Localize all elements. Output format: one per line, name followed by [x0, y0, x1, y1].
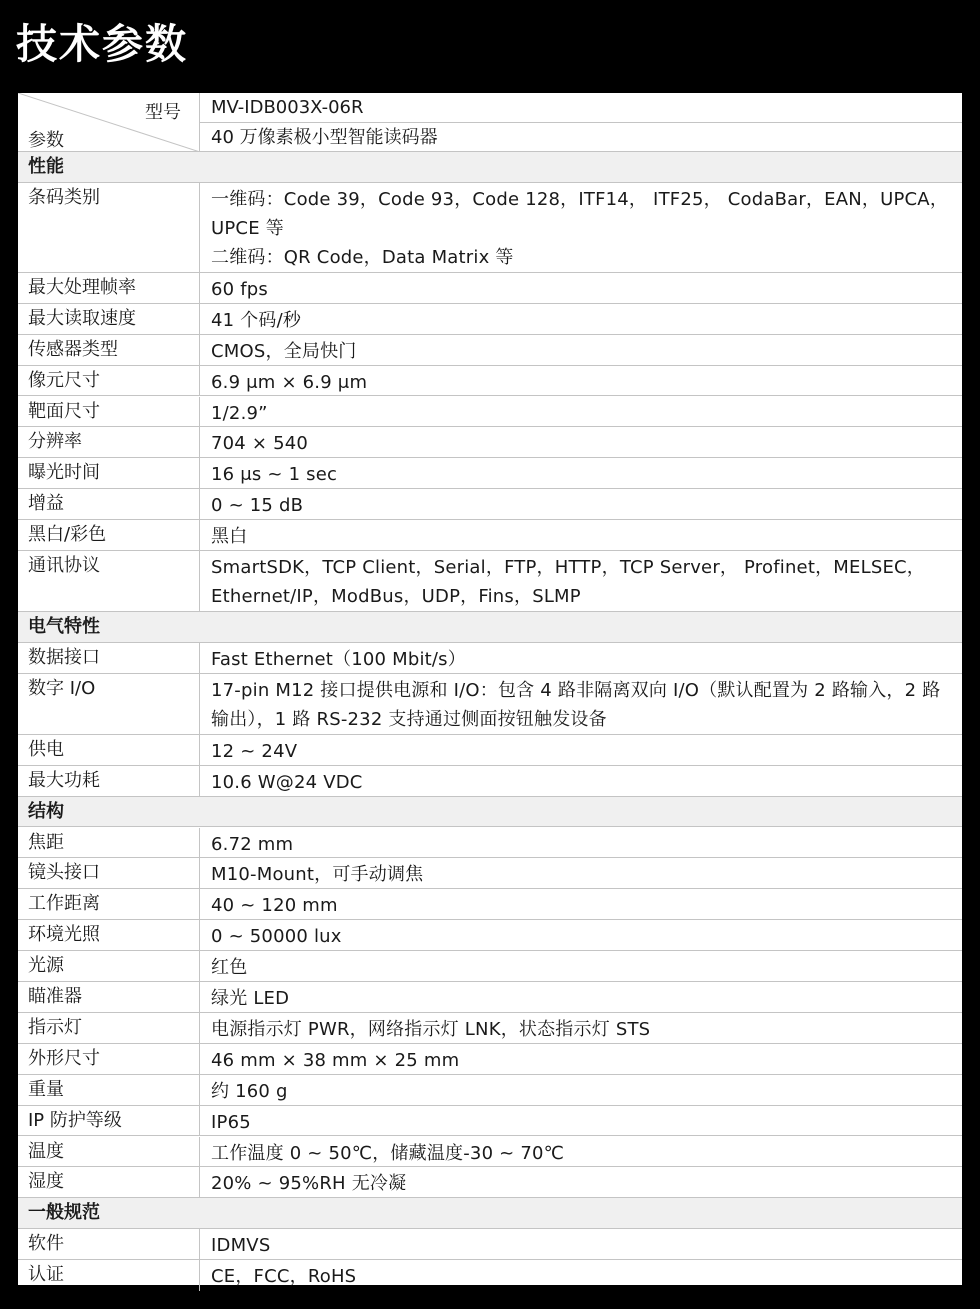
spec-value	[200, 920, 962, 950]
section-title: 性能	[28, 156, 64, 177]
spec-value-line: 60 fps	[211, 278, 268, 300]
spec-key: 曝光时间	[18, 458, 200, 488]
spec-row	[18, 458, 962, 489]
spec-value-line: CE，FCC，RoHS	[211, 1266, 357, 1288]
spec-value	[200, 1137, 962, 1167]
spec-row	[18, 183, 962, 273]
spec-value	[200, 551, 962, 611]
spec-row	[18, 1229, 962, 1260]
spec-table	[18, 93, 962, 1288]
spec-value-line: 16 μs ~ 1 sec	[211, 464, 338, 486]
spec-key: 软件	[18, 1229, 200, 1259]
spec-value-line: 绿光 LED	[211, 988, 290, 1009]
spec-value-line: UPCE 等	[211, 217, 284, 239]
spec-value	[200, 766, 962, 796]
spec-value-line: 10.6 W@24 VDC	[211, 771, 363, 793]
section-title: 结构	[28, 800, 64, 822]
spec-value	[200, 858, 962, 888]
spec-row	[18, 828, 962, 859]
spec-value-line: 黑白	[211, 526, 248, 548]
section-title: 一般规范	[28, 1202, 100, 1224]
section-header	[18, 797, 962, 828]
spec-value	[200, 951, 962, 981]
spec-value-line: 20% ~ 95%RH 无冷凝	[211, 1173, 407, 1195]
spec-key: 湿度	[18, 1167, 200, 1197]
model-label: 型号	[145, 102, 181, 123]
spec-key: 环境光照	[18, 920, 200, 950]
param-label: 参数	[28, 130, 64, 151]
spec-row	[18, 551, 962, 612]
spec-key: IP 防护等级	[18, 1106, 200, 1136]
spec-value	[200, 183, 962, 272]
section-header	[18, 612, 962, 643]
spec-key: 焦距	[18, 828, 200, 858]
spec-row	[18, 489, 962, 520]
section-title: 电气特性	[28, 616, 100, 637]
spec-row	[18, 1167, 962, 1198]
spec-value-line: Ethernet/IP，ModBus，UDP，Fins，SLMP	[211, 586, 581, 607]
spec-key: 传感器类型	[18, 335, 200, 365]
spec-value-line: 17-pin M12 接口提供电源和 I/O：包含 4 路非隔离双向 I/O（默认配置为 2 路输入，2 路	[211, 679, 941, 701]
spec-value-line: Fast Ethernet（100 Mbit/s）	[211, 648, 466, 670]
spec-key: 靶面尺寸	[18, 397, 200, 427]
spec-value-line: M10-Mount，可手动调焦	[211, 864, 424, 886]
spec-key: 光源	[18, 951, 200, 981]
spec-row	[18, 397, 962, 428]
header-corner-cell	[18, 93, 200, 152]
spec-value-line: 输出），1 路 RS-232 支持通过侧面按钮触发设备	[211, 708, 607, 730]
spec-value	[200, 828, 962, 858]
spec-row	[18, 1137, 962, 1168]
spec-value	[200, 397, 962, 427]
spec-value-line: CMOS，全局快门	[211, 340, 357, 362]
spec-value	[200, 273, 962, 303]
spec-value	[200, 366, 962, 396]
spec-row	[18, 366, 962, 397]
spec-value	[200, 1229, 962, 1259]
spec-row	[18, 735, 962, 766]
spec-key: 分辨率	[18, 427, 200, 457]
spec-value	[200, 982, 962, 1012]
spec-key: 最大读取速度	[18, 304, 200, 334]
spec-value-line: 红色	[211, 957, 248, 979]
product-description: 40 万像素极小型智能读码器	[200, 123, 962, 152]
spec-row	[18, 674, 962, 735]
spec-key: 条码类别	[18, 183, 200, 272]
spec-value-line: 二维码：QR Code，Data Matrix 等	[211, 246, 514, 268]
spec-row	[18, 427, 962, 458]
spec-key: 黑白/彩色	[18, 520, 200, 550]
spec-value	[200, 643, 962, 673]
spec-value-line: 电源指示灯 PWR，网络指示灯 LNK，状态指示灯 STS	[211, 1018, 651, 1040]
spec-key: 数据接口	[18, 643, 200, 673]
spec-row	[18, 643, 962, 674]
spec-value	[200, 889, 962, 919]
spec-row	[18, 335, 962, 366]
spec-value-line: IP65	[211, 1111, 251, 1133]
spec-value-line: 41 个码/秒	[211, 309, 302, 331]
spec-value	[200, 427, 962, 457]
section-header	[18, 1198, 962, 1229]
spec-value	[200, 1013, 962, 1043]
spec-key: 最大功耗	[18, 766, 200, 796]
spec-value-line: 1/2.9”	[211, 402, 268, 424]
spec-row	[18, 1044, 962, 1075]
spec-value	[200, 520, 962, 550]
spec-value-line: 一维码：Code 39，Code 93，Code 128，ITF14， ITF25， CodaBar，EAN，UPCA，	[211, 188, 949, 210]
spec-row	[18, 1013, 962, 1044]
spec-value-line: IDMVS	[211, 1235, 271, 1257]
spec-key: 温度	[18, 1137, 200, 1167]
spec-row	[18, 766, 962, 797]
section-header	[18, 152, 962, 183]
spec-row	[18, 889, 962, 920]
spec-value	[200, 1167, 962, 1197]
spec-value	[200, 1260, 962, 1291]
spec-value-line: 46 mm × 38 mm × 25 mm	[211, 1049, 460, 1071]
spec-value	[200, 489, 962, 519]
model-value: MV-IDB003X-06R	[200, 93, 962, 123]
spec-value-line: 0 ~ 15 dB	[211, 495, 304, 517]
spec-value	[200, 1075, 962, 1105]
spec-value-line: 约 160 g	[211, 1080, 288, 1102]
spec-value	[200, 335, 962, 365]
spec-value	[200, 735, 962, 765]
spec-key: 外形尺寸	[18, 1044, 200, 1074]
spec-key: 增益	[18, 489, 200, 519]
spec-row	[18, 1260, 962, 1291]
spec-value-line: 6.9 μm × 6.9 μm	[211, 371, 368, 393]
spec-value-line: 40 ~ 120 mm	[211, 895, 338, 917]
spec-row	[18, 951, 962, 982]
spec-value-line: SmartSDK，TCP Client，Serial，FTP，HTTP，TCP Server， Profinet，MELSEC，	[211, 557, 925, 578]
spec-row	[18, 520, 962, 551]
spec-row	[18, 304, 962, 335]
spec-row	[18, 982, 962, 1013]
spec-value	[200, 1044, 962, 1074]
spec-value	[200, 304, 962, 334]
spec-key: 像元尺寸	[18, 366, 200, 396]
spec-key: 镜头接口	[18, 858, 200, 888]
spec-key: 最大处理帧率	[18, 273, 200, 303]
spec-row	[18, 858, 962, 889]
spec-value-line: 6.72 mm	[211, 833, 294, 855]
spec-value	[200, 1106, 962, 1136]
spec-key: 认证	[18, 1260, 200, 1291]
spec-row	[18, 1106, 962, 1137]
spec-key: 重量	[18, 1075, 200, 1105]
spec-value-line: 704 × 540	[211, 433, 309, 455]
spec-key: 通讯协议	[18, 551, 200, 611]
spec-row	[18, 273, 962, 304]
page-title: 技术参数	[16, 20, 188, 68]
spec-value-line: 工作温度 0 ~ 50℃，储藏温度-30 ~ 70℃	[211, 1142, 565, 1164]
spec-value	[200, 458, 962, 488]
spec-value-line: 12 ~ 24V	[211, 740, 298, 762]
spec-key: 工作距离	[18, 889, 200, 919]
spec-row	[18, 920, 962, 951]
spec-key: 瞄准器	[18, 982, 200, 1012]
spec-key: 供电	[18, 735, 200, 765]
spec-value-line: 0 ~ 50000 lux	[211, 926, 342, 948]
spec-key: 数字 I/O	[18, 674, 200, 734]
spec-value	[200, 674, 962, 734]
spec-key: 指示灯	[18, 1013, 200, 1043]
spec-row	[18, 1075, 962, 1106]
